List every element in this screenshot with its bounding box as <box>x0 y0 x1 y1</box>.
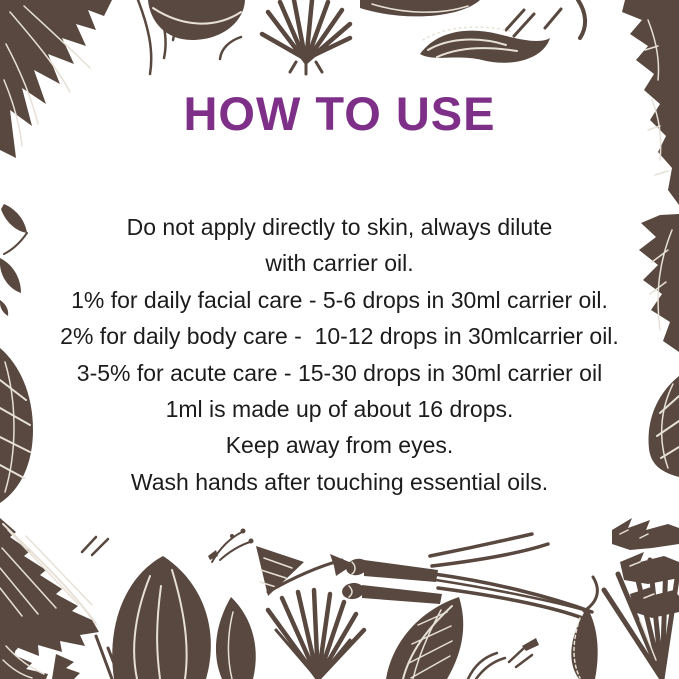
chili-pepper-icon <box>571 577 597 679</box>
page-title: HOW TO USE <box>183 87 496 140</box>
serrated-leaf-icon <box>0 518 108 658</box>
instruction-line: Keep away from eyes. <box>225 432 454 459</box>
hook-stem-icon <box>578 0 585 38</box>
instruction-line: 1ml is made up of about 16 drops. <box>165 396 514 423</box>
curved-stem-icon <box>220 37 241 59</box>
wave-shell-icon <box>420 27 550 63</box>
instruction-line: 1% for daily facial care - 5-6 drops in 30ml carrier oil. <box>71 286 608 313</box>
usage-instructions <box>8 209 672 500</box>
wave-mound-icon <box>360 0 480 16</box>
cactus-leaves-icon <box>96 556 256 679</box>
clove-bunch-icon <box>341 534 592 620</box>
slash-marks-2-icon <box>82 537 108 555</box>
rosemary-sprig-icon <box>262 0 350 74</box>
corner-fern-icon <box>0 634 80 679</box>
instruction-line: with carrier oil. <box>265 250 414 277</box>
ribbed-leaf-icon <box>386 597 463 679</box>
oak-leaves-icon <box>612 518 679 618</box>
instruction-line: 2% for daily body care - 10-12 drops in 30mlcarrier oil. <box>60 323 619 350</box>
instruction-line: Do not apply directly to skin, always dilute <box>126 214 553 240</box>
round-leaf-icon <box>148 0 245 40</box>
stem-sprigs-icon <box>138 0 241 74</box>
grass-sprigs-icon <box>468 638 539 679</box>
instruction-line: Wash hands after touching essential oils. <box>130 468 549 495</box>
pine-tuft-icon <box>268 590 364 679</box>
pine-tuft-right-icon <box>604 560 678 679</box>
instruction-line: 3-5% for acute care - 15-30 drops in 30ml carrier oil <box>76 359 603 386</box>
flower-sprig-icon <box>208 529 254 563</box>
slash-marks-icon <box>506 9 561 36</box>
feather-sprig-icon <box>256 546 354 596</box>
